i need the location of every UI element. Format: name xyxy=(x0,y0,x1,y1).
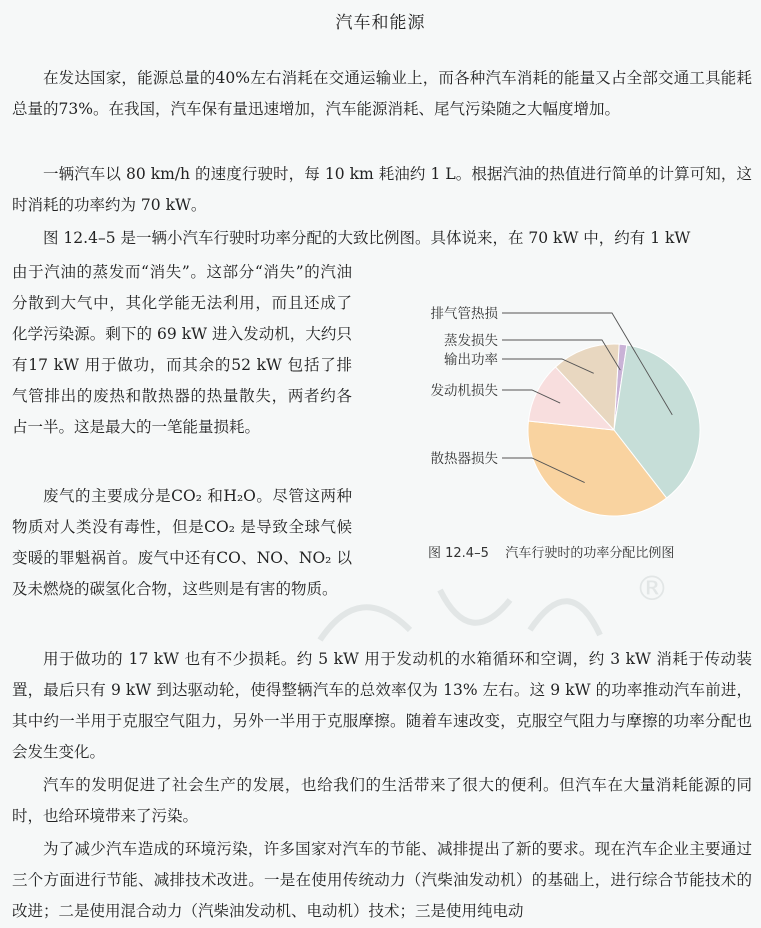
slice-label-0: 蒸发损失 xyxy=(444,333,498,349)
slice-label-2: 散热器损失 xyxy=(430,451,498,467)
slice-label-1: 排气管热损 xyxy=(430,306,498,322)
paragraph-3: 由于汽油的蒸发而“消失”。这部分“消失”的汽油分散到大气中，其化学能无法利用，而且还成了化学污染源。剩下的 69 kW 进入发动机，大约只有17 kW 用于做功，而其余的52 kW 包括了排气管排出的废热和散热器的热量散失，两者约各占一半。这是最大的一笔能量损耗。 xyxy=(12,263,352,436)
page-title: 汽车和能源 xyxy=(335,13,426,33)
registered-mark: ® xyxy=(635,569,669,609)
paragraph-2: 一辆汽车以 80 km/h 的速度行驶时，每 10 km 耗油约 1 L。根据汽油的热值进行简单的计算可知，这时消耗的功率约为 70 kW。 xyxy=(12,165,752,214)
figure-caption xyxy=(428,542,674,561)
paragraph-5: 用于做功的 17 kW 也有不少损耗。约 5 kW 用于发动机的水箱循环和空调，约 3 kW 消耗于传动装置，最后只有 9 kW 到达驱动轮，使得整辆汽车的总效率仅为 13% 左右。这 9 kW 的功率推动汽车前进，其中约一半用于克服空气阻力，另外一半用于克服摩擦。随着车速改变，克服空气阻力与摩擦的功率分配也会发生变化。 xyxy=(12,650,752,761)
paragraph-7: 为了减少汽车造成的环境污染，许多国家对汽车的节能、减排提出了新的要求。现在汽车企业主要通过三个方面进行节能、减排技术改进。一是在使用传统动力（汽柴油发动机）的基础上，进行综合节能技术的改进；二是使用混合动力（汽柴油发动机、电动机）技术；三是使用纯电动 xyxy=(12,840,752,920)
paragraph-6: 汽车的发明促进了社会生产的发展，也给我们的生活带来了很大的便利。但汽车在大量消耗能源的同时，也给环境带来了污染。 xyxy=(12,776,752,825)
power-distribution-figure xyxy=(410,295,755,575)
figure-caption-text: 汽车行驶时的功率分配比例图 xyxy=(505,546,675,561)
slice-label-3: 发动机损失 xyxy=(430,383,498,399)
paragraph-1: 在发达国家，能源总量的40%左右消耗在交通运输业上，而各种汽车消耗的能量又占全部交通工具能耗总量的73%。在我国，汽车保有量迅速增加，汽车能源消耗、尾气污染随之大幅度增加。 xyxy=(12,69,752,118)
paragraph-3-lead: 图 12.4–5 是一辆小汽车行驶时功率分配的大致比例图。具体说来，在 70 kW 中，约有 1 kW xyxy=(43,229,691,247)
pie-chart xyxy=(410,295,755,575)
figure-caption-number: 图 12.4–5 xyxy=(428,546,489,561)
paragraph-4: 废气的主要成分是CO₂ 和H₂O。尽管这两种物质对人类没有毒性，但是CO₂ 是导致全球气候变暖的罪魁祸首。废气中还有CO、NO、NO₂ 以及未燃烧的碳氢化合物，这些则是有害的物质。 xyxy=(12,487,352,598)
slice-label-4: 输出功率 xyxy=(444,352,498,368)
